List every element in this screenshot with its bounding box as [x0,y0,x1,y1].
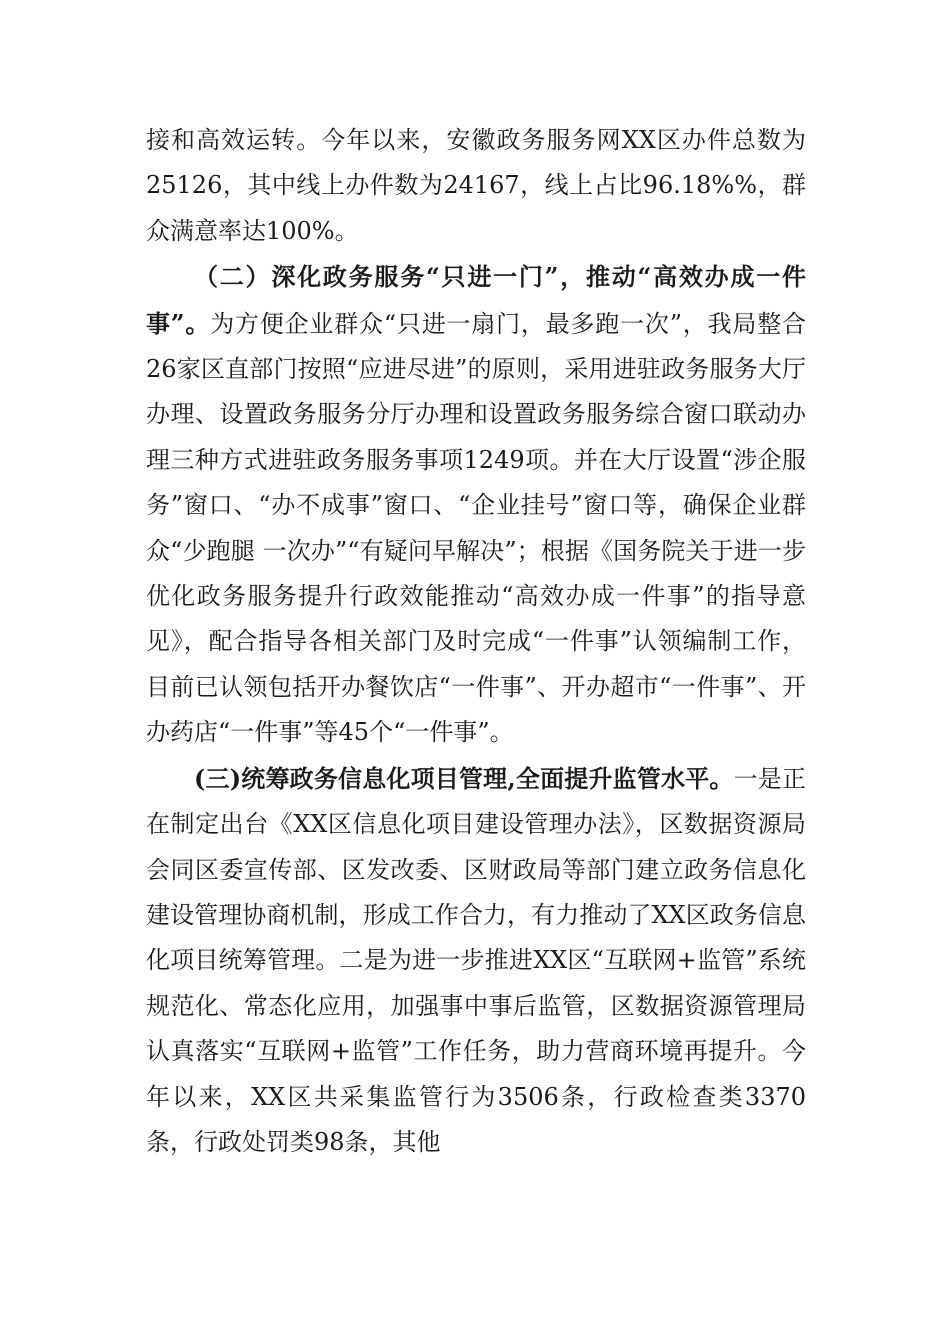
paragraph-1 [146,118,806,254]
paragraph-3-heading: (三)统筹政务信息化项目管理,全面提升监管水平。 [194,763,734,793]
paragraph-3 [146,756,806,1166]
paragraph-2 [146,254,806,755]
paragraph-3-body: 一是正在制定出台《XX区信息化项目建设管理办法》，区数据资源局会同区委宣传部、区发改委、区财政局等部门建立政务信息化建设管理协商机制，形成工作合力，有力推动了XX区政务信息化项目统筹管理。二是为进一步推进XX区“互联网+监管”系统规范化、常态化应用，加强事中事后监管，区数据资源管理局认真落实“互联网+监管”工作任务，助力营商环境再提升。今年以来，XX区共采集监管行为3506条，行政检查类3370条，行政处罚类98条，其他 [146,764,806,1156]
document-page [146,118,806,1165]
paragraph-2-body: 为方便企业群众“只进一扇门，最多跑一次”，我局整合26家区直部门按照“应进尽进”的原则，采用进驻政务服务大厅办理、设置政务服务分厅办理和设置政务服务综合窗口联动办理三种方式进驻政务服务事项1249项。并在大厅设置“涉企服务”窗口、“办不成事”窗口、“企业挂号”窗口等，确保企业群众“少跑腿 一次办”“有疑问早解决”；根据《国务院关于进一步优化政务服务提升行政效能推动“高效办成一件事”的指导意见》，配合指导各相关部门及时完成“一件事”认领编制工作，目前已认领包括开办餐饮店“一件事”、开办超市“一件事”、开办药店“一件事”等45个“一件事”。 [146,309,806,747]
paragraph-1-body: 接和高效运转。今年以来，安徽政务服务网XX区办件总数为25126，其中线上办件数为24167，线上占比96.18%%，群众满意率达100%。 [146,126,806,245]
paragraph-2-heading: （二）深化政务服务“只进一门”，推动“高效办成一件事”。 [146,262,806,338]
